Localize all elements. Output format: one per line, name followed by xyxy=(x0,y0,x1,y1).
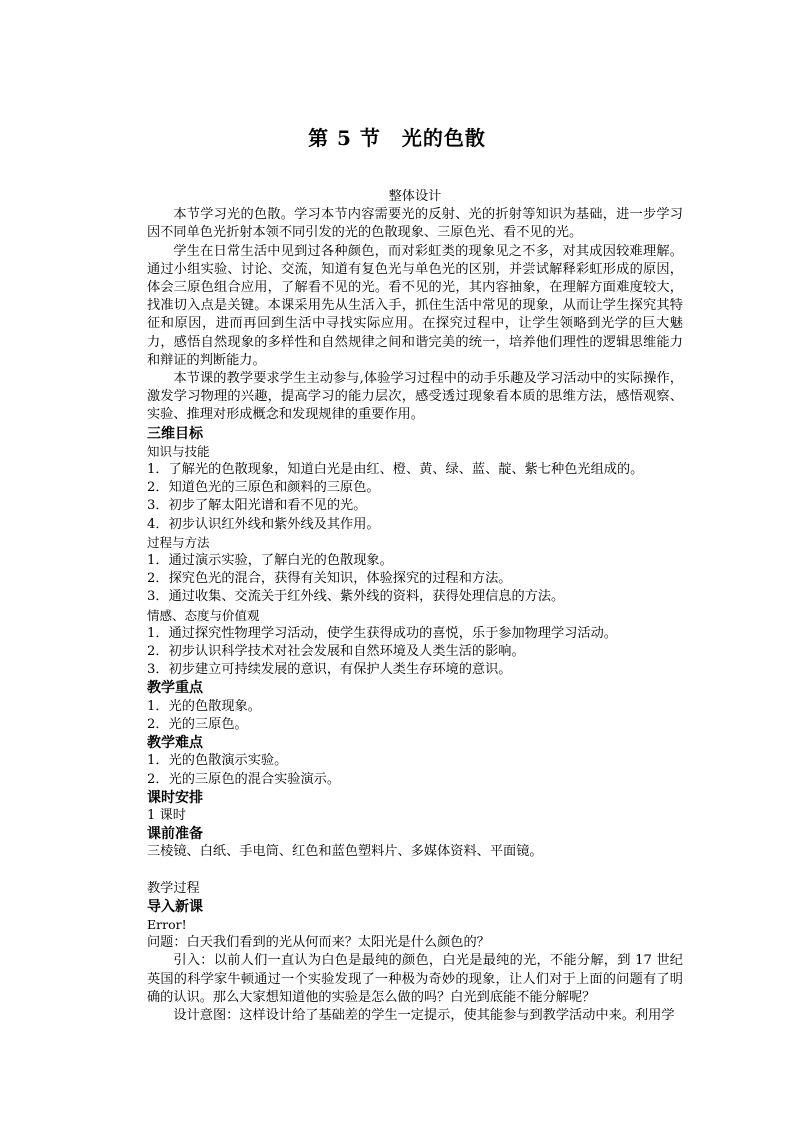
process-item: 3．通过收集、交流关于红外线、紫外线的资料，获得处理信息的方法。 xyxy=(147,589,565,605)
difficulty-item: 2．光的三原色的混合实验演示。 xyxy=(147,771,341,787)
schedule-heading: 课时安排 xyxy=(147,789,203,806)
knowledge-item: 3．初步了解太阳光谱和看不见的光。 xyxy=(147,498,367,514)
knowledge-item: 4．初步认识红外线和紫外线及其作用。 xyxy=(147,516,380,532)
process-item: 1．通过演示实验，了解白光的色散现象。 xyxy=(147,553,393,569)
objectives-heading: 三维目标 xyxy=(147,425,203,442)
intro-heading: 导入新课 xyxy=(147,898,203,915)
preparation-heading: 课前准备 xyxy=(147,826,203,843)
process-item: 2．探究色光的混合，获得有关知识，体验探究的过程和方法。 xyxy=(147,571,512,587)
attitude-item: 1．通过探究性物理学习活动，使学生获得成功的喜悦，乐于参加物理学习活动。 xyxy=(147,625,617,641)
page-title: 第 5 节 光的色散 xyxy=(308,126,486,150)
question-text: 问题：白天我们看到的光从何而来？太阳光是什么颜色的？ xyxy=(147,935,490,951)
attitude-item: 3．初步建立可持续发展的意识，有保护人类生存环境的意识。 xyxy=(147,662,512,678)
overall-design-heading: 整体设计 xyxy=(388,189,442,204)
preparation-text: 三棱镜、白纸、手电筒、红色和蓝色塑料片、多媒体资料、平面镜。 xyxy=(147,844,543,860)
document-body xyxy=(147,188,683,1025)
difficulty-item: 1．光的色散演示实验。 xyxy=(147,753,288,769)
key-point-item: 2．光的三原色。 xyxy=(147,716,248,732)
key-points-heading: 教学重点 xyxy=(147,680,203,697)
key-point-item: 1．光的色散现象。 xyxy=(147,698,261,714)
overall-design-paragraph-2: 学生在日常生活中见到过各种颜色，而对彩虹类的现象见之不多，对其成因较难理解。通过小组实验、讨论、交流，知道有复色光与单色光的区别，并尝试解释彩虹形成的原因，体会三原色组合应用，了解看不见的光。看不见的光，其内容抽象，在理解方面难度较大，找准切入点是关键。本课采用先从生活入手，抓住生活中常见的现象，从而让学生探究其特征和原因，进而再回到生活中寻找实际应用。在探究过程中，让学生领略到光学的巨大魅力，感悟自然现象的多样性和自然规律之间和谐完美的统一，培养他们理性的逻辑思维能力和辩证的判断能力。 xyxy=(147,243,683,368)
knowledge-heading: 知识与技能 xyxy=(147,443,210,459)
teaching-process-heading: 教学过程 xyxy=(147,880,200,896)
overall-design-paragraph-3: 本节课的教学要求学生主动参与,体验学习过程中的动手乐趣及学习活动中的实际操作，激发学习物理的兴趣，提高学习的能力层次，感受透过现象看本质的思维方法，感悟观察、实验、推理对形成概念和发现规律的重要作用。 xyxy=(147,371,683,423)
overall-design-paragraph-1: 本节学习光的色散。学习本节内容需要光的反射、光的折射等知识为基础，进一步学习因不同单色光折射本领不同引发的光的色散现象、三原色光、看不见的光。 xyxy=(147,207,683,241)
section-spacer xyxy=(147,862,683,880)
guide-paragraph: 引入：以前人们一直认为白色是最纯的颜色，白光是最纯的光，不能分解，到 17 世纪英国的科学家牛顿通过一个实验发现了一种极为奇妙的现象，让人们对于上面的问题有了明确的认识。那么大家想知道他的实验是怎么做的吗？白光到底能不能分解呢？ xyxy=(147,953,683,1005)
difficulties-heading: 教学难点 xyxy=(147,735,203,752)
schedule-text: 1 课时 xyxy=(147,807,186,823)
error-text: Error! xyxy=(147,916,187,932)
design-intent-paragraph: 设计意图：这样设计给了基础差的学生一定提示，使其能参与到教学活动中来。利用学 xyxy=(173,1007,675,1023)
knowledge-item: 1．了解光的色散现象，知道白光是由红、橙、黄、绿、蓝、靛、紫七种色光组成的。 xyxy=(147,462,644,478)
knowledge-item: 2．知道色光的三原色和颜料的三原色。 xyxy=(147,480,380,496)
process-method-heading: 过程与方法 xyxy=(147,534,210,550)
attitude-item: 2．初步认识科学技术对社会发展和自然环境及人类生活的影响。 xyxy=(147,644,525,660)
attitude-heading: 情感、态度与价值观 xyxy=(147,607,260,623)
